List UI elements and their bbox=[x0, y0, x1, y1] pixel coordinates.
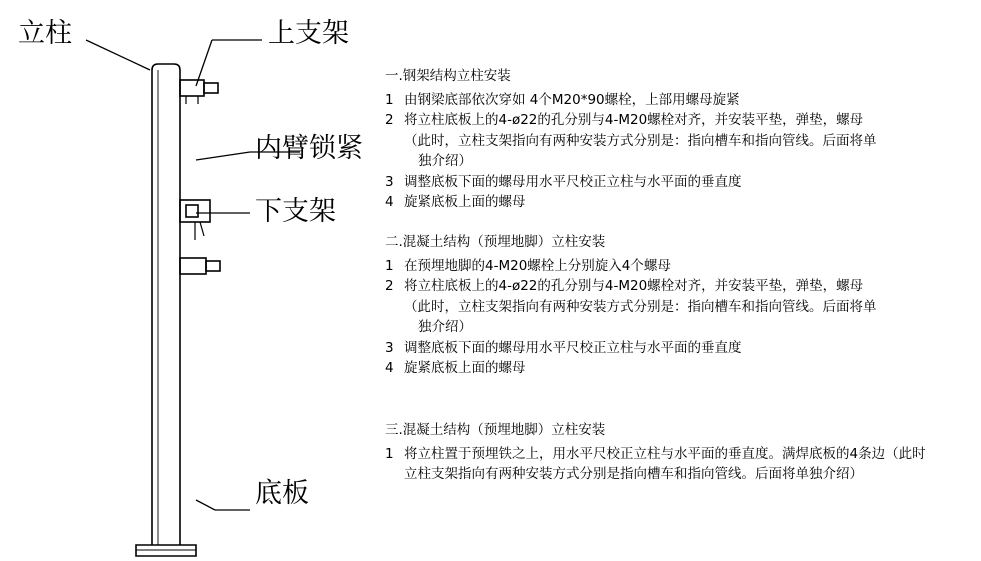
callout-label-inner-arm-lock: 内臂锁紧 bbox=[255, 133, 363, 164]
note-text: 将立柱底板上的4-ø22的孔分别与4-M20螺栓对齐，并安装平垫，弹垫，螺母 bbox=[404, 278, 864, 294]
inner-arm-lock-part bbox=[180, 200, 210, 240]
base-plate-part bbox=[136, 545, 196, 556]
column-shaft bbox=[152, 64, 180, 545]
leader-upper-bracket-d bbox=[196, 40, 212, 86]
notes-section-steel-frame bbox=[385, 66, 945, 213]
note-item bbox=[385, 172, 945, 193]
note-number: 2 bbox=[385, 278, 394, 294]
leader-base-plate-d bbox=[196, 500, 215, 510]
callout-label-column: 立柱 bbox=[18, 18, 72, 49]
note-number: 4 bbox=[385, 194, 394, 210]
note-text: 独介绍） bbox=[418, 153, 472, 169]
note-item bbox=[385, 338, 945, 359]
notes-heading: 二.混凝土结构（预埋地脚）立柱安装 bbox=[385, 234, 606, 250]
note-item bbox=[385, 256, 945, 277]
upper-bracket-part bbox=[180, 80, 218, 104]
note-number: 3 bbox=[385, 339, 394, 356]
note-number: 2 bbox=[385, 112, 394, 128]
note-number: 1 bbox=[385, 257, 394, 274]
note-item bbox=[385, 110, 945, 131]
note-item bbox=[385, 358, 945, 379]
note-text: 调整底板下面的螺母用水平尺校正立柱与水平面的垂直度 bbox=[404, 339, 742, 356]
note-item bbox=[385, 276, 945, 297]
note-text: 独介绍） bbox=[418, 319, 472, 335]
lower-bracket-part bbox=[180, 258, 220, 274]
leader-inner-arm-d bbox=[196, 152, 250, 160]
note-item bbox=[385, 90, 945, 111]
note-text: 由钢梁底部依次穿如 4个M20*90螺栓，上部用螺母旋紧 bbox=[404, 91, 740, 108]
note-item bbox=[385, 444, 945, 465]
notes-section-concrete-welded bbox=[385, 420, 945, 485]
note-number: 1 bbox=[385, 91, 394, 108]
note-text: （此时，立柱支架指向有两种安装方式分别是：指向槽车和指向管线。后面将单 bbox=[404, 298, 877, 315]
note-text: 调整底板下面的螺母用水平尺校正立柱与水平面的垂直度 bbox=[404, 173, 742, 190]
notes-heading: 一.钢架结构立柱安装 bbox=[385, 68, 511, 84]
note-number: 1 bbox=[385, 445, 394, 462]
note-text: （此时，立柱支架指向有两种安装方式分别是：指向槽车和指向管线。后面将单 bbox=[404, 132, 877, 149]
notes-section-concrete-embedded bbox=[385, 232, 945, 379]
callout-label-base-plate: 底板 bbox=[255, 478, 309, 509]
note-number: 4 bbox=[385, 360, 394, 376]
note-text: 将立柱置于预埋铁之上，用水平尺校正立柱与水平面的垂直度。满焊底板的4条边（此时 bbox=[404, 445, 926, 462]
leader-lines bbox=[86, 40, 300, 510]
callout-label-lower-bracket: 下支架 bbox=[255, 196, 336, 227]
note-item bbox=[385, 192, 945, 213]
note-text: 在预埋地脚的4-M20螺栓上分别旋入4个螺母 bbox=[404, 257, 671, 274]
note-text: 旋紧底板上面的螺母 bbox=[404, 360, 526, 376]
note-text: 立柱支架指向有两种安装方式分别是指向槽车和指向管线。后面将单独介绍） bbox=[404, 466, 863, 482]
notes-heading: 三.混凝土结构（预埋地脚）立柱安装 bbox=[385, 422, 606, 438]
note-text: 旋紧底板上面的螺母 bbox=[404, 194, 526, 210]
note-text: 将立柱底板上的4-ø22的孔分别与4-M20螺栓对齐，并安装平垫，弹垫，螺母 bbox=[404, 112, 864, 128]
note-number: 3 bbox=[385, 173, 394, 190]
leader-column bbox=[86, 40, 150, 70]
callout-label-upper-bracket: 上支架 bbox=[268, 18, 349, 49]
